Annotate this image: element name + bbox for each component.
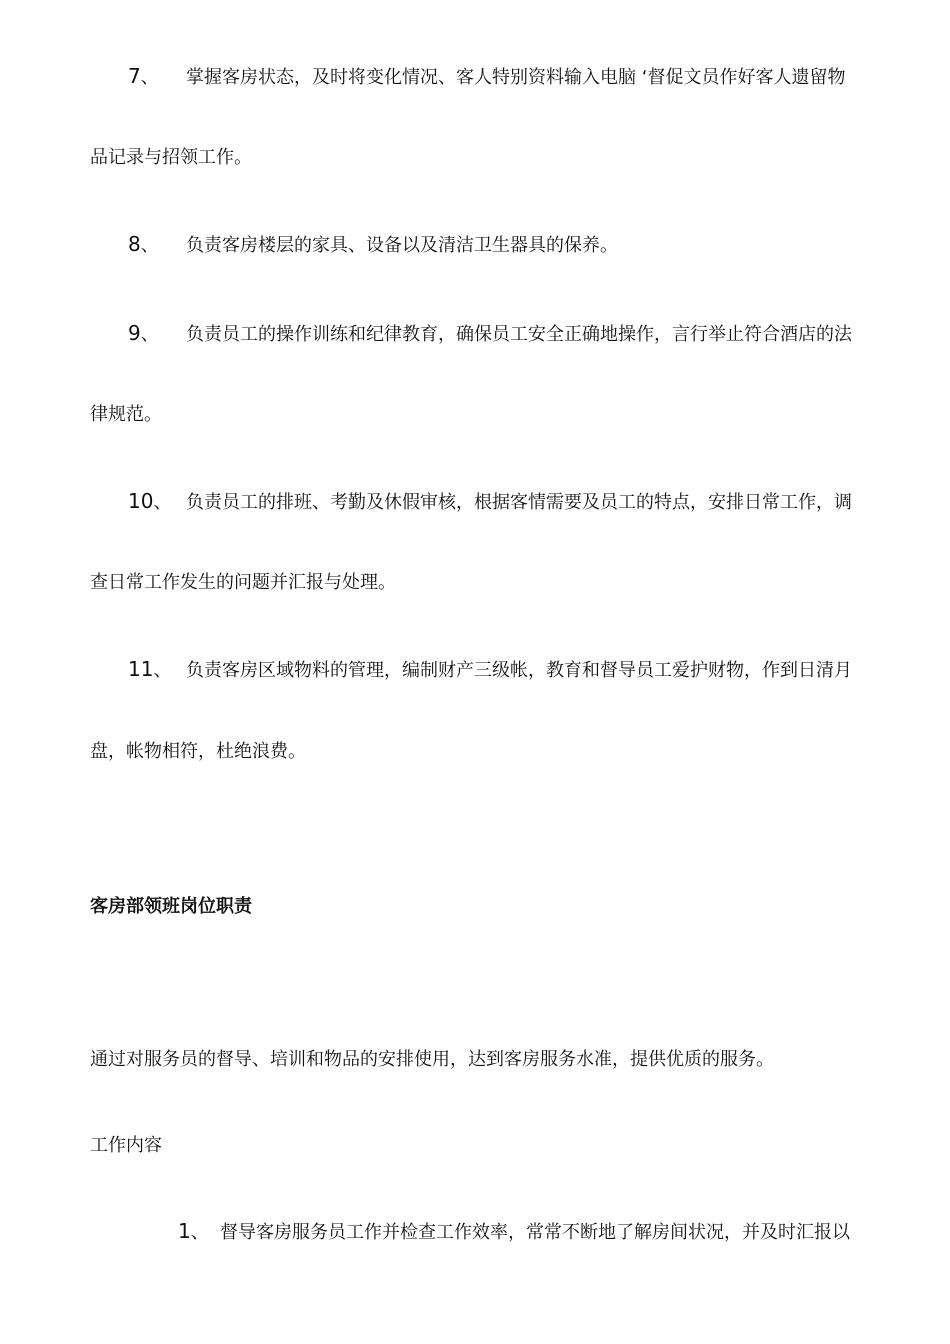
item-separator: 、 [153,660,172,681]
item-text: 督导客房服务员工作并检查工作效率，常常不断地了解房间状况，并及时汇报以 [220,1222,850,1243]
item-text-continuation: 品记录与招领工作。 [90,147,252,168]
item-number: 7 [128,64,141,88]
item-number: 11 [128,657,154,681]
item-number: 8 [128,232,141,256]
item-text-continuation: 律规范。 [90,404,162,425]
section-title: 客房部领班岗位职责 [90,896,252,917]
item-separator: 、 [153,492,172,513]
item-separator: 、 [140,235,159,256]
item-text: 掌握客房状态，及时将变化情况、客人特别资料输入电脑 ‘督促文员作好客人遗留物 [186,67,846,88]
item-text: 负责客房楼层的家具、设备以及清洁卫生器具的保养。 [186,235,618,256]
item-text-continuation: 盘，帐物相符，杜绝浪费。 [90,741,306,762]
list-item-7-first-line [128,64,159,90]
list-item-9-first-line [128,321,159,347]
list-item-1-first-line [178,1219,209,1245]
item-number: 10 [128,489,154,513]
list-item-10-first-line [128,489,171,515]
item-text: 负责员工的排班、考勤及休假审核，根据客情需要及员工的特点，安排日常工作，调 [186,492,852,513]
list-item-8-first-line [128,232,159,258]
item-separator: 、 [190,1222,209,1243]
item-text: 负责客房区域物料的管理，编制财产三级帐，教育和督导员工爱护财物，作到日清月 [186,660,852,681]
item-text: 负责员工的操作训练和纪律教育，确保员工安全正确地操作，言行举止符合酒店的法 [186,324,852,345]
item-separator: 、 [140,67,159,88]
item-number: 1 [178,1219,191,1243]
item-text-continuation: 查日常工作发生的问题并汇报与处理。 [90,572,396,593]
item-number: 9 [128,321,141,345]
work-content-heading: 工作内容 [90,1135,162,1156]
section-purpose: 通过对服务员的督导、培训和物品的安排使用，达到客房服务水准，提供优质的服务。 [90,1049,774,1070]
list-item-11-first-line [128,657,171,683]
item-separator: 、 [140,324,159,345]
